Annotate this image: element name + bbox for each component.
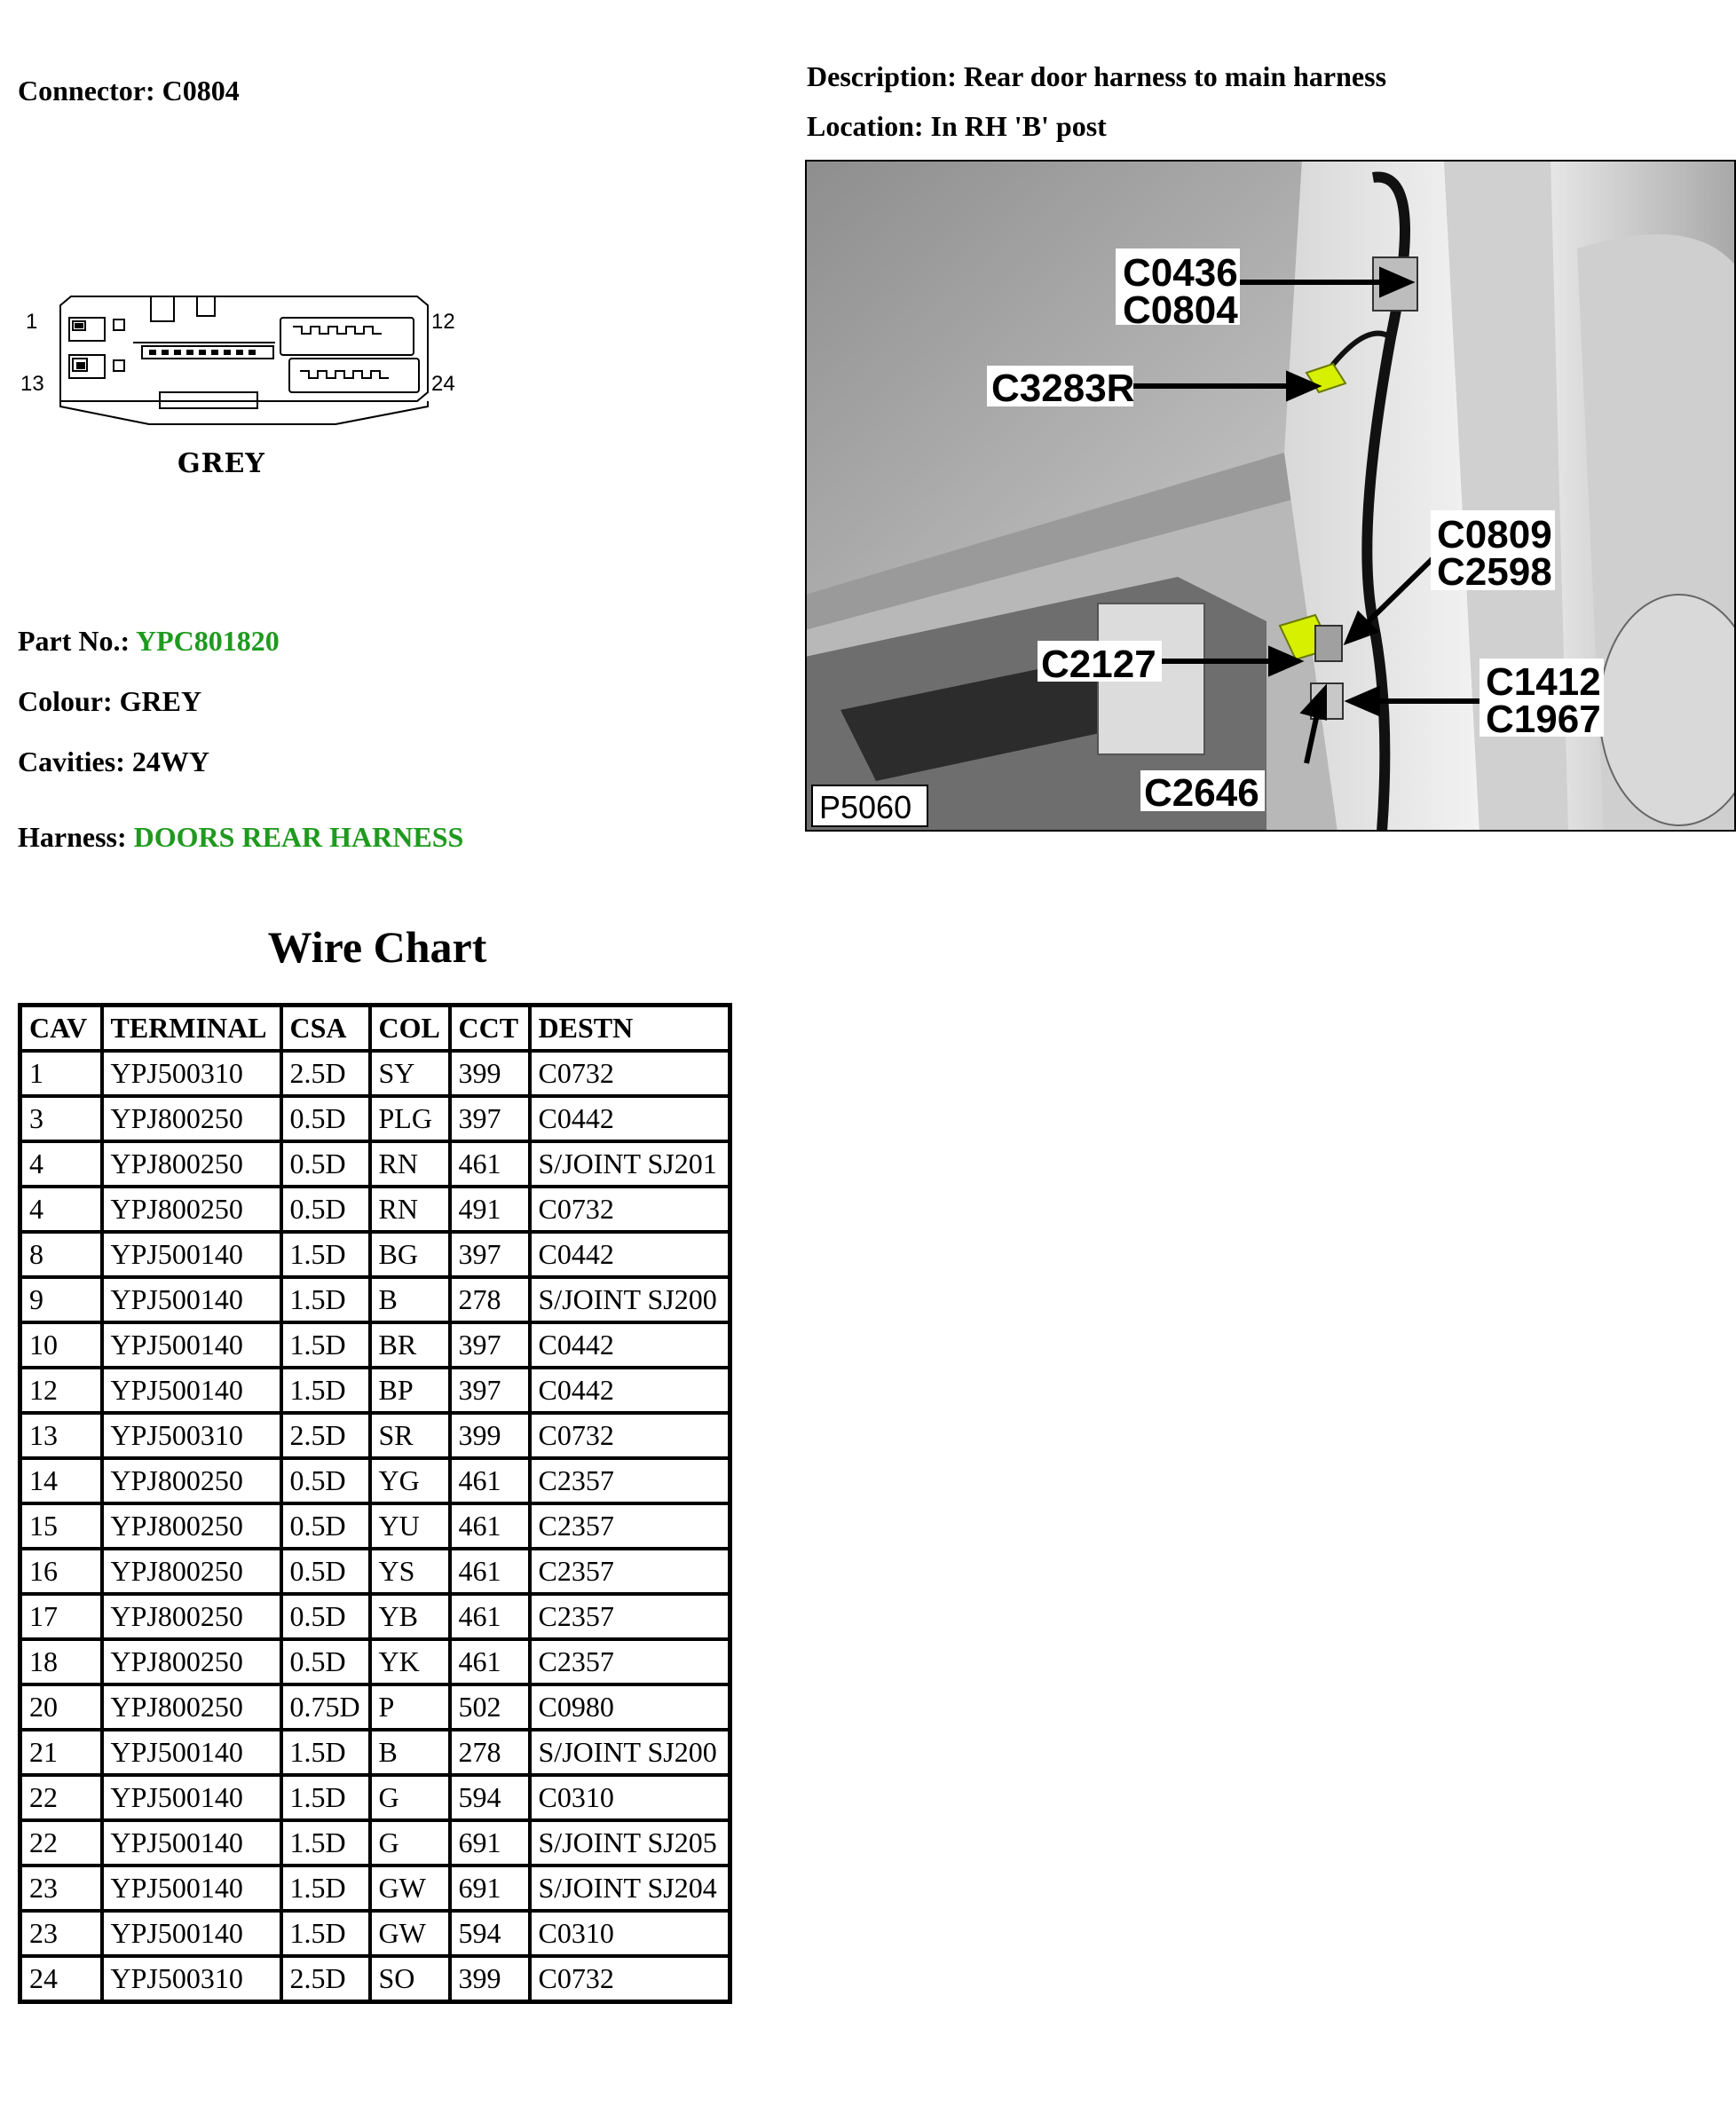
cell-destn: C0442	[530, 1096, 730, 1141]
table-row	[20, 1684, 730, 1730]
cell-destn: C0442	[530, 1322, 730, 1368]
cell-cav: 21	[20, 1730, 102, 1775]
cell-destn: S/JOINT SJ205	[530, 1820, 730, 1866]
wire-chart-table	[18, 1003, 732, 2004]
cell-destn: S/JOINT SJ201	[530, 1141, 730, 1187]
part-no-key: Part No.:	[18, 625, 130, 657]
cell-col: SO	[370, 1956, 450, 2002]
cell-csa: 0.5D	[281, 1458, 370, 1503]
header-destn: DESTN	[530, 1006, 730, 1052]
cell-terminal: YPJ800250	[102, 1503, 281, 1549]
cell-destn: C0980	[530, 1684, 730, 1730]
cell-cav: 22	[20, 1820, 102, 1866]
connector-label-key: Connector:	[18, 75, 155, 106]
cell-cct: 399	[450, 1051, 530, 1096]
cell-destn: C0442	[530, 1232, 730, 1277]
table-row	[20, 1458, 730, 1503]
cell-destn: C2357	[530, 1639, 730, 1684]
cell-cct: 691	[450, 1866, 530, 1911]
cell-terminal: YPJ800250	[102, 1684, 281, 1730]
cell-cav: 24	[20, 1956, 102, 2002]
connector-face-diagram	[18, 284, 479, 488]
cell-col: P	[370, 1684, 450, 1730]
table-row	[20, 1639, 730, 1684]
pin-label-1: 1	[26, 310, 38, 334]
table-row	[20, 1051, 730, 1096]
cell-terminal: YPJ500310	[102, 1051, 281, 1096]
cell-col: RN	[370, 1141, 450, 1187]
cell-destn: C0732	[530, 1051, 730, 1096]
cell-csa: 0.5D	[281, 1503, 370, 1549]
cell-destn: C2357	[530, 1458, 730, 1503]
cavities-value: 24WY	[131, 745, 209, 777]
callout-C1967: C1967	[1486, 698, 1601, 741]
cell-terminal: YPJ800250	[102, 1594, 281, 1639]
cell-terminal: YPJ500140	[102, 1232, 281, 1277]
cell-csa: 1.5D	[281, 1232, 370, 1277]
colour-line	[18, 685, 201, 718]
cell-col: YG	[370, 1458, 450, 1503]
table-row	[20, 1322, 730, 1368]
cell-cct: 399	[450, 1956, 530, 2002]
cell-cct: 461	[450, 1639, 530, 1684]
cell-cav: 23	[20, 1911, 102, 1956]
cavities-line	[18, 745, 209, 778]
cell-cav: 3	[20, 1096, 102, 1141]
cell-col: GW	[370, 1866, 450, 1911]
header-csa: CSA	[281, 1006, 370, 1052]
callout-C1412: C1412	[1486, 660, 1601, 704]
cell-csa: 0.5D	[281, 1594, 370, 1639]
cell-col: YU	[370, 1503, 450, 1549]
cell-destn: S/JOINT SJ200	[530, 1730, 730, 1775]
cell-cct: 461	[450, 1594, 530, 1639]
table-header-row	[20, 1006, 730, 1052]
harness-value[interactable]: DOORS REAR HARNESS	[133, 821, 464, 853]
cell-cct: 502	[450, 1684, 530, 1730]
cell-terminal: YPJ500310	[102, 1413, 281, 1458]
cell-terminal: YPJ800250	[102, 1187, 281, 1232]
cell-cav: 22	[20, 1775, 102, 1820]
cell-col: B	[370, 1277, 450, 1322]
description-line	[807, 60, 1386, 93]
cell-csa: 0.5D	[281, 1141, 370, 1187]
table-row	[20, 1549, 730, 1594]
cell-cct: 594	[450, 1775, 530, 1820]
cell-csa: 0.75D	[281, 1684, 370, 1730]
cell-terminal: YPJ800250	[102, 1549, 281, 1594]
pin-label-13: 13	[20, 372, 44, 396]
cell-destn: C0310	[530, 1911, 730, 1956]
table-row	[20, 1413, 730, 1458]
table-row	[20, 1956, 730, 2002]
table-row	[20, 1594, 730, 1639]
cell-csa: 1.5D	[281, 1820, 370, 1866]
cell-csa: 1.5D	[281, 1368, 370, 1413]
location-photo	[805, 160, 1736, 832]
cell-col: PLG	[370, 1096, 450, 1141]
harness-line	[18, 821, 463, 854]
harness-key: Harness:	[18, 821, 127, 853]
cell-terminal: YPJ800250	[102, 1096, 281, 1141]
cell-cct: 461	[450, 1503, 530, 1549]
colour-key: Colour:	[18, 685, 113, 717]
callout-C0436: C0436	[1123, 251, 1238, 295]
wire-chart-title: Wire Chart	[267, 922, 487, 972]
location-key: Location:	[807, 110, 924, 142]
cell-col: BG	[370, 1232, 450, 1277]
table-row	[20, 1730, 730, 1775]
cell-col: YK	[370, 1639, 450, 1684]
cell-csa: 2.5D	[281, 1413, 370, 1458]
cell-terminal: YPJ500140	[102, 1730, 281, 1775]
cell-cct: 461	[450, 1549, 530, 1594]
cell-cav: 8	[20, 1232, 102, 1277]
cell-cct: 397	[450, 1322, 530, 1368]
cavities-key: Cavities:	[18, 745, 125, 777]
description-value: Rear door harness to main harness	[963, 60, 1387, 92]
cell-cav: 23	[20, 1866, 102, 1911]
cell-destn: C0442	[530, 1368, 730, 1413]
table-row	[20, 1096, 730, 1141]
callout-C3283R: C3283R	[991, 367, 1135, 410]
cell-destn: S/JOINT SJ200	[530, 1277, 730, 1322]
cell-csa: 1.5D	[281, 1911, 370, 1956]
cell-cav: 12	[20, 1368, 102, 1413]
cell-cav: 17	[20, 1594, 102, 1639]
header-cct: CCT	[450, 1006, 530, 1052]
cell-cct: 691	[450, 1820, 530, 1866]
cell-col: BP	[370, 1368, 450, 1413]
cell-col: YS	[370, 1549, 450, 1594]
cell-cav: 4	[20, 1187, 102, 1232]
connector-colour-caption: GREY	[178, 448, 265, 479]
cell-col: G	[370, 1820, 450, 1866]
cell-cct: 491	[450, 1187, 530, 1232]
table-row	[20, 1187, 730, 1232]
cell-col: GW	[370, 1911, 450, 1956]
table-row	[20, 1775, 730, 1820]
cell-csa: 2.5D	[281, 1051, 370, 1096]
cell-cav: 1	[20, 1051, 102, 1096]
cell-csa: 2.5D	[281, 1956, 370, 2002]
cell-col: SY	[370, 1051, 450, 1096]
cell-col: RN	[370, 1187, 450, 1232]
connector-outline	[53, 293, 435, 444]
cell-terminal: YPJ500140	[102, 1866, 281, 1911]
cell-cct: 397	[450, 1368, 530, 1413]
cell-cct: 397	[450, 1096, 530, 1141]
cell-cct: 461	[450, 1458, 530, 1503]
vehicle-b-post-illustration	[805, 160, 1736, 832]
cell-cav: 18	[20, 1639, 102, 1684]
cell-cav: 9	[20, 1277, 102, 1322]
table-row	[20, 1866, 730, 1911]
cell-cav: 4	[20, 1141, 102, 1187]
table-row	[20, 1368, 730, 1413]
cell-destn: C2357	[530, 1549, 730, 1594]
cell-destn: C0732	[530, 1187, 730, 1232]
pin-label-24: 24	[431, 372, 455, 396]
location-line	[807, 110, 1107, 143]
cell-destn: C0732	[530, 1956, 730, 2002]
cell-cct: 399	[450, 1413, 530, 1458]
cell-csa: 0.5D	[281, 1187, 370, 1232]
cell-cav: 15	[20, 1503, 102, 1549]
cell-terminal: YPJ800250	[102, 1141, 281, 1187]
cell-cav: 14	[20, 1458, 102, 1503]
cell-col: B	[370, 1730, 450, 1775]
location-value: In RH 'B' post	[930, 110, 1107, 142]
part-no-value[interactable]: YPC801820	[135, 625, 280, 657]
table-row	[20, 1820, 730, 1866]
cell-destn: C0310	[530, 1775, 730, 1820]
cell-terminal: YPJ500140	[102, 1277, 281, 1322]
header-col: COL	[370, 1006, 450, 1052]
cell-csa: 0.5D	[281, 1639, 370, 1684]
cell-cct: 278	[450, 1730, 530, 1775]
cell-terminal: YPJ500140	[102, 1775, 281, 1820]
callout-C2598: C2598	[1437, 550, 1552, 594]
header-terminal: TERMINAL	[102, 1006, 281, 1052]
cell-cct: 461	[450, 1141, 530, 1187]
cell-cct: 397	[450, 1232, 530, 1277]
cell-cct: 594	[450, 1911, 530, 1956]
cell-col: G	[370, 1775, 450, 1820]
cell-cav: 10	[20, 1322, 102, 1368]
cell-terminal: YPJ500140	[102, 1820, 281, 1866]
wire-chart-body	[20, 1051, 730, 2002]
connector-id: C0804	[162, 75, 240, 106]
callout-C2646: C2646	[1144, 771, 1259, 815]
table-row	[20, 1232, 730, 1277]
callout-C0804: C0804	[1123, 288, 1238, 332]
table-row	[20, 1911, 730, 1956]
pin-label-12: 12	[431, 310, 455, 334]
cell-terminal: YPJ500140	[102, 1911, 281, 1956]
cell-csa: 1.5D	[281, 1866, 370, 1911]
cell-terminal: YPJ500140	[102, 1368, 281, 1413]
table-row	[20, 1141, 730, 1187]
callout-C2127: C2127	[1041, 643, 1156, 686]
cell-cav: 16	[20, 1549, 102, 1594]
cell-csa: 0.5D	[281, 1096, 370, 1141]
cell-cct: 278	[450, 1277, 530, 1322]
cell-destn: C2357	[530, 1503, 730, 1549]
cell-col: YB	[370, 1594, 450, 1639]
cell-terminal: YPJ500310	[102, 1956, 281, 2002]
cell-destn: C0732	[530, 1413, 730, 1458]
cell-csa: 0.5D	[281, 1549, 370, 1594]
cell-destn: C2357	[530, 1594, 730, 1639]
table-row	[20, 1503, 730, 1549]
cell-cav: 20	[20, 1684, 102, 1730]
header-cav: CAV	[20, 1006, 102, 1052]
cell-terminal: YPJ800250	[102, 1458, 281, 1503]
cell-terminal: YPJ500140	[102, 1322, 281, 1368]
cell-csa: 1.5D	[281, 1277, 370, 1322]
cell-terminal: YPJ800250	[102, 1639, 281, 1684]
cell-destn: S/JOINT SJ204	[530, 1866, 730, 1911]
part-no-line	[18, 625, 280, 658]
cell-col: BR	[370, 1322, 450, 1368]
cell-csa: 1.5D	[281, 1775, 370, 1820]
cell-col: SR	[370, 1413, 450, 1458]
callout-C0809: C0809	[1437, 513, 1552, 556]
cell-csa: 1.5D	[281, 1322, 370, 1368]
cell-cav: 13	[20, 1413, 102, 1458]
figure-id: P5060	[819, 789, 912, 825]
colour-value: GREY	[119, 685, 202, 717]
connector-label	[18, 75, 240, 107]
cell-csa: 1.5D	[281, 1730, 370, 1775]
table-row	[20, 1277, 730, 1322]
description-key: Description:	[807, 60, 957, 92]
